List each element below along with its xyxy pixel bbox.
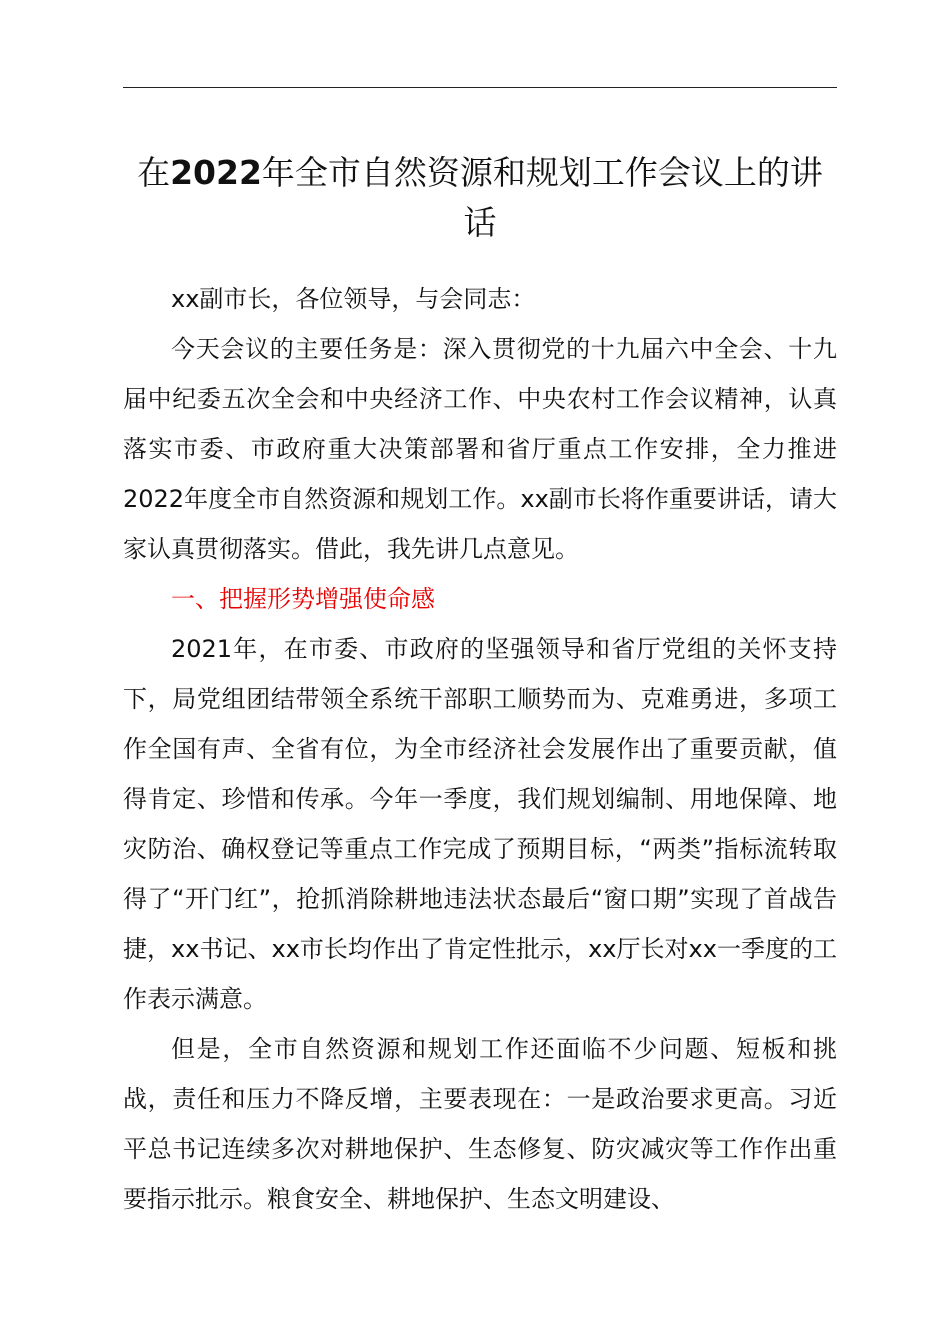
title-prefix: 在: [137, 153, 171, 192]
document-title: [123, 148, 837, 248]
paragraph-situation: 2021年，在市委、市政府的坚强领导和省厅党组的关怀支持下，局党组团结带领全系统干部职工顺势而为、克难勇进，多项工作全国有声、全省有位，为全市经济社会发展作出了重要贡献，值得肯定、珍惜和传承。今年一季度，我们规划编制、用地保障、地灾防治、确权登记等重点工作完成了预期目标，“两类”指标流转取得了“开门红”，抢抓消除耕地违法状态最后“窗口期”实现了首战告捷，xx书记、xx市长均作出了肯定性批示，xx厅长对xx一季度的工作表示满意。: [123, 635, 837, 1013]
salutation: xx副市长，各位领导，与会同志：: [171, 285, 536, 313]
paragraph-challenges: 但是，全市自然资源和规划工作还面临不少问题、短板和挑战，责任和压力不降反增，主要表现在：一是政治要求更高。习近平总书记连续多次对耕地保护、生态修复、防灾减灾等工作作出重要指示批示。粮食安全、耕地保护、生态文明建设、: [123, 1035, 837, 1213]
title-suffix: 年全市自然资源和规划工作会议上的讲话: [261, 153, 823, 242]
header-rule: [123, 87, 837, 88]
paragraph-intro: 今天会议的主要任务是：深入贯彻党的十九届六中全会、十九届中纪委五次全会和中央经济工作、中央农村工作会议精神，认真落实市委、市政府重大决策部署和省厅重点工作安排，全力推进2022年度全市自然资源和规划工作。xx副市长将作重要讲话，请大家认真贯彻落实。借此，我先讲几点意见。: [123, 335, 837, 563]
document-body: [123, 274, 837, 1224]
section-heading: 一、把握形势增强使命感: [171, 585, 435, 613]
title-year: 2022: [170, 153, 262, 192]
